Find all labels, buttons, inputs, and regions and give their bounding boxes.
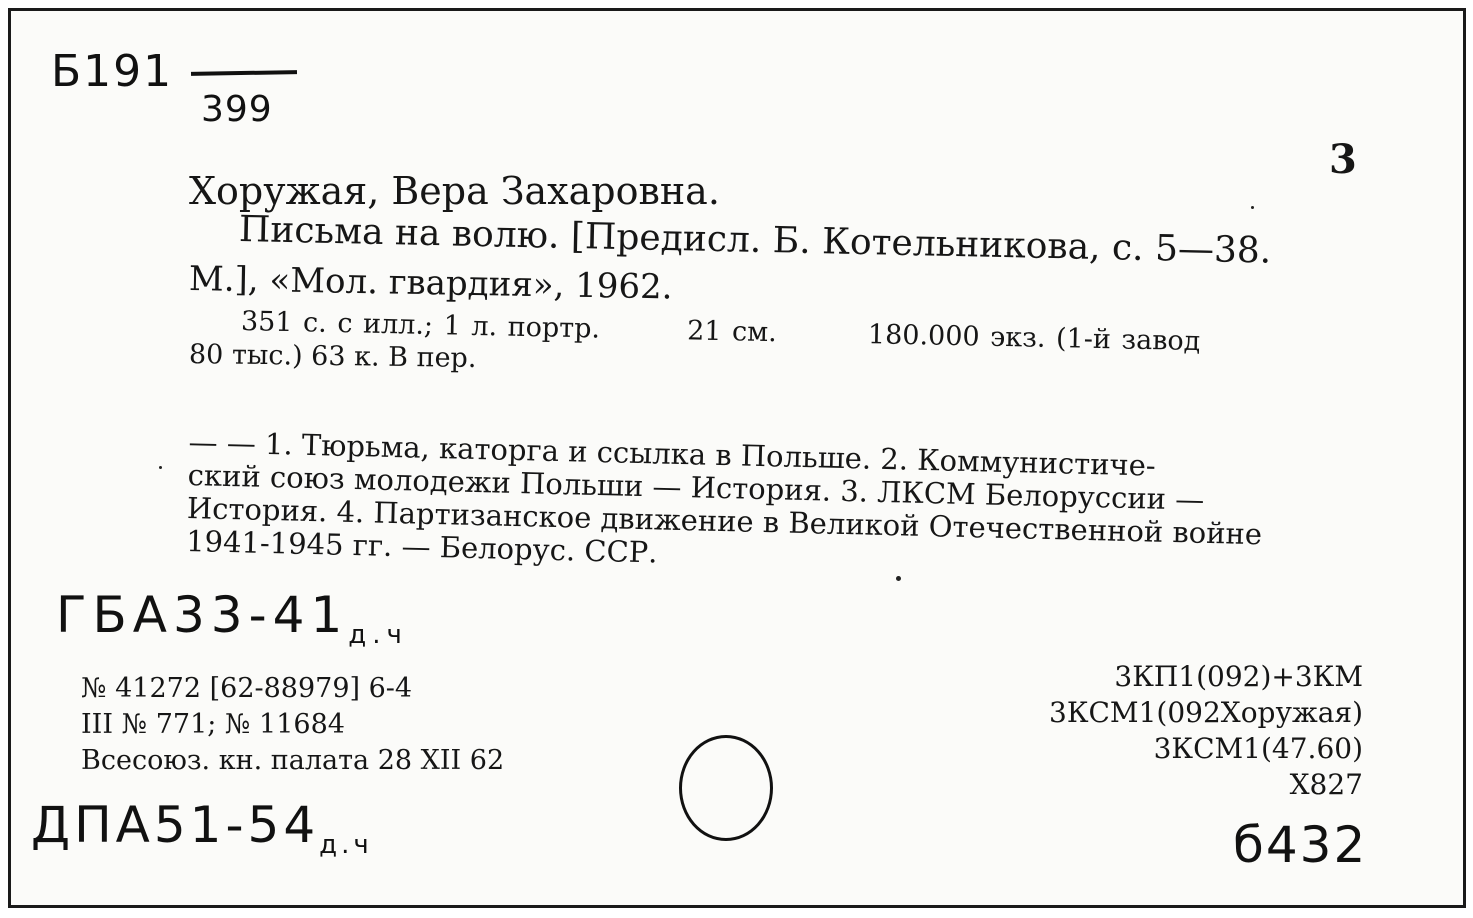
pages-field: 351 с. с илл.; 1 л. портр.	[240, 306, 601, 345]
price-line: 80 тыс.) 63 к. В пер.	[188, 339, 477, 375]
inventory-mark-2-sub: д.ч	[319, 830, 373, 860]
size-field: 21 см.	[686, 315, 778, 349]
catalog-card	[8, 8, 1466, 908]
classification-block: 3КП1(092)+3КМ 3КСМ1(092Хоружая) 3КСМ1(47.60) Х827	[1049, 660, 1363, 801]
inventory-mark-1-main: ГБА33-41	[56, 586, 349, 644]
speck	[1251, 206, 1254, 209]
card-number: 3	[1329, 136, 1357, 183]
call-number-divider	[191, 70, 297, 76]
imprint-block: № 41272 [62-88979] 6-4 III № 771; № 11684 Всесоюз. кн. палата 28 XII 62	[81, 673, 505, 776]
author-heading: Хоружая, Вера Захаровна.	[189, 169, 720, 213]
inventory-mark-1-sub: д.ч	[348, 620, 408, 650]
speck	[159, 466, 162, 469]
inventory-mark-2	[31, 796, 373, 860]
copies-field: 180.000 экз. (1-й завод	[867, 319, 1201, 358]
call-number-bottom: 399	[201, 89, 273, 130]
inventory-mark-2-main: ДПА51-54	[31, 796, 320, 854]
title-line-1: Письма на волю. [Предисл. Б. Котельникова, с. 5—38.	[238, 209, 1272, 272]
subject-headings: — — 1. Тюрьма, каторга и ссылка в Польше. 2. Коммунистиче- ский союз молодежи Польши — История. 3. ЛКСМ Белоруссии — История. 4. Партизанское движение в Великой Отечественной войне 1941-1945 гг. — Белорус. ССР.	[185, 425, 1263, 570]
inventory-mark-1	[56, 586, 408, 650]
title-line-2: М.], «Мол. гвардия», 1962.	[188, 259, 673, 308]
handwritten-number: б432	[1233, 816, 1368, 874]
circle-mark	[679, 735, 773, 841]
speck	[896, 576, 901, 581]
call-number-top: Б191	[51, 46, 174, 97]
